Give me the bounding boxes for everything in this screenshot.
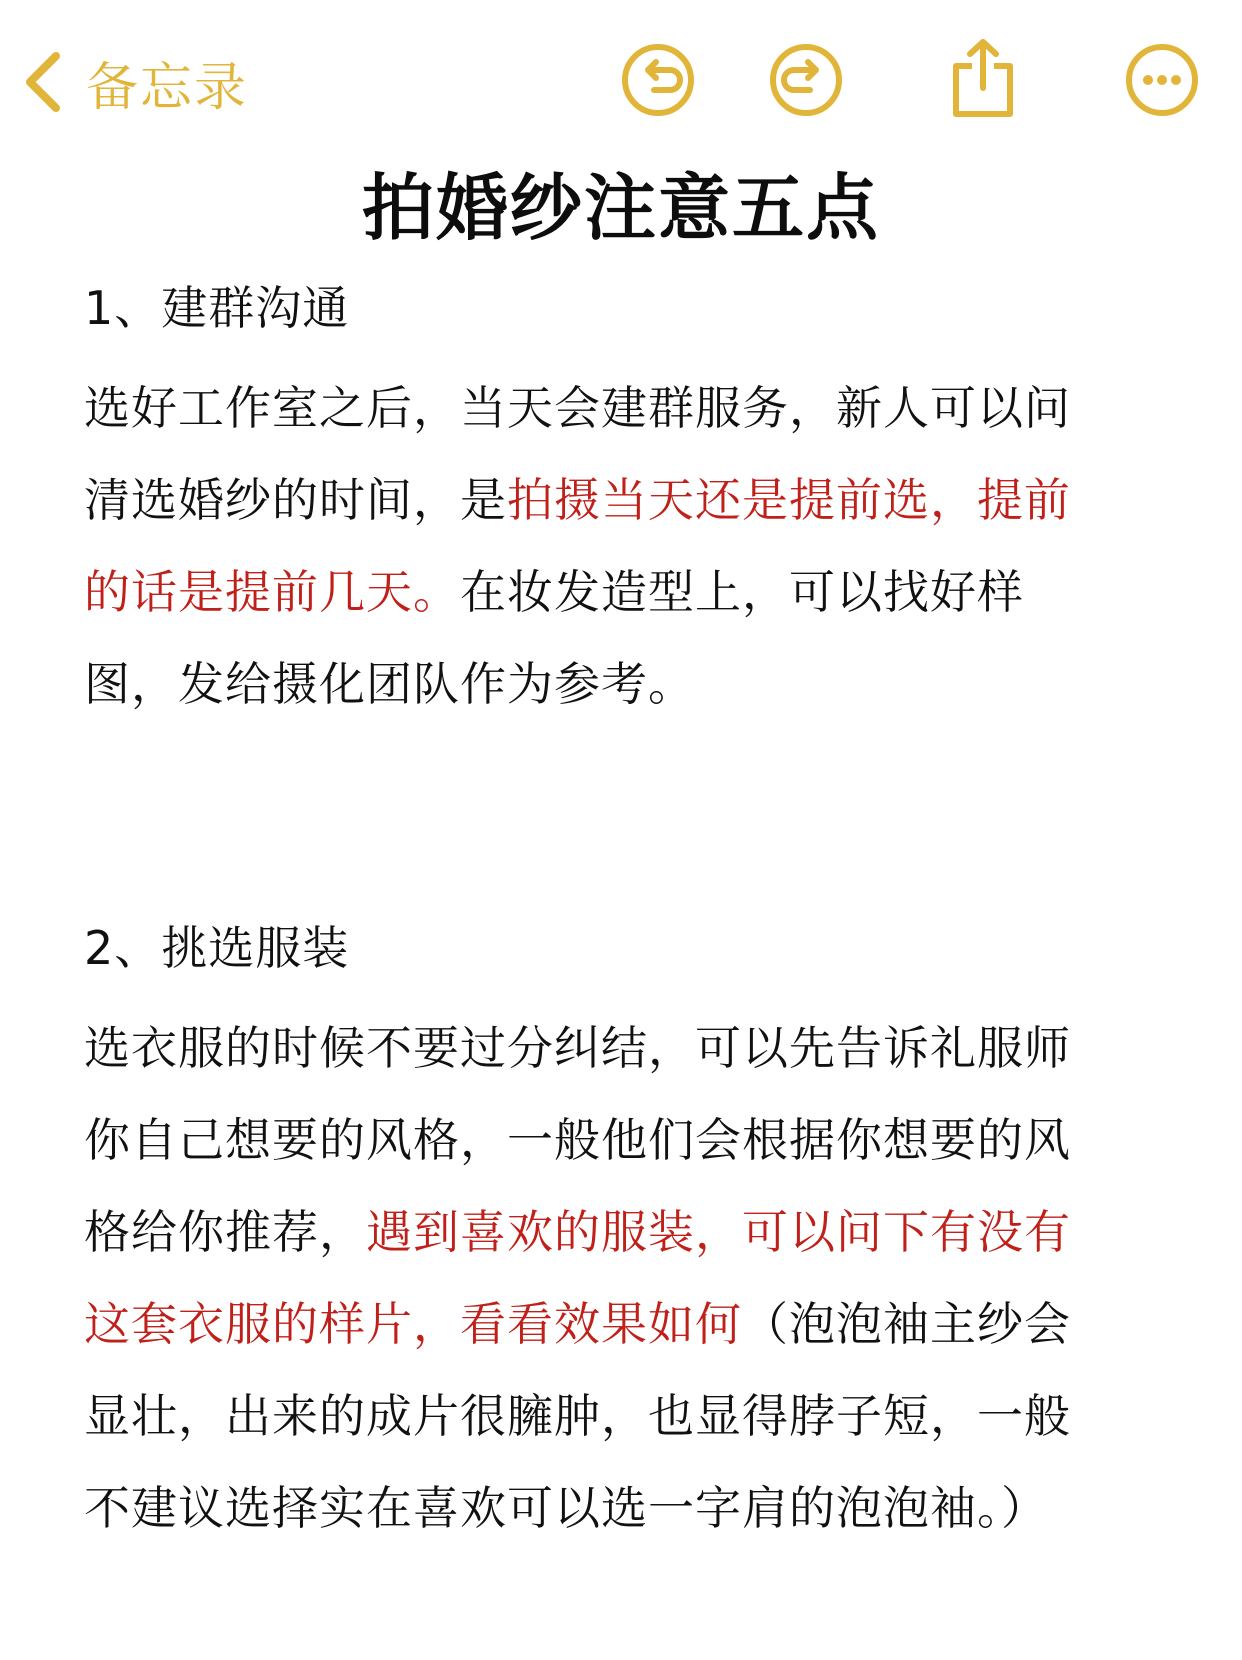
highlighted-text: 遇到喜欢的服装，可以问下有没有 这套衣服的样片，看看效果如何 xyxy=(84,1205,1071,1351)
body-text: 在妆发造型上，可以找好样 图，发给摄化团队作为参考。 xyxy=(84,565,1024,711)
section-heading: 1、建群沟通 xyxy=(84,281,350,335)
section-body xyxy=(84,362,1174,730)
back-button[interactable] xyxy=(22,42,248,122)
body-text: 选好工作室之后，当天会建群服务，新人可以问 清选婚纱的时间，是 xyxy=(84,381,1071,527)
body-text: 选衣服的时候不要过分纠结，可以先告诉礼服师 你自己想要的风格，一般他们会根据你想要的风 格给你推荐， xyxy=(84,1021,1071,1259)
section-heading: 2、挑选服装 xyxy=(84,921,350,975)
chevron-left-icon xyxy=(22,50,62,114)
redo-icon[interactable] xyxy=(768,42,844,118)
highlighted-text: 拍摄当天还是提前选，提前 的话是提前几天。 xyxy=(84,473,1071,619)
toolbar xyxy=(0,0,1242,160)
undo-icon[interactable] xyxy=(620,42,696,118)
more-icon[interactable] xyxy=(1124,42,1200,118)
section-body xyxy=(84,1002,1174,1554)
share-icon[interactable] xyxy=(948,36,1018,120)
note-section-1 xyxy=(84,278,1174,730)
note-title: 拍婚纱注意五点 xyxy=(361,166,880,250)
body-text: （泡泡袖主纱会 显壮，出来的成片很臃肿，也显得脖子短，一般 不建议选择实在喜欢可以选一字肩的泡泡袖。） xyxy=(84,1297,1071,1535)
back-label: 备忘录 xyxy=(86,57,249,118)
note-section-2 xyxy=(84,918,1174,1554)
